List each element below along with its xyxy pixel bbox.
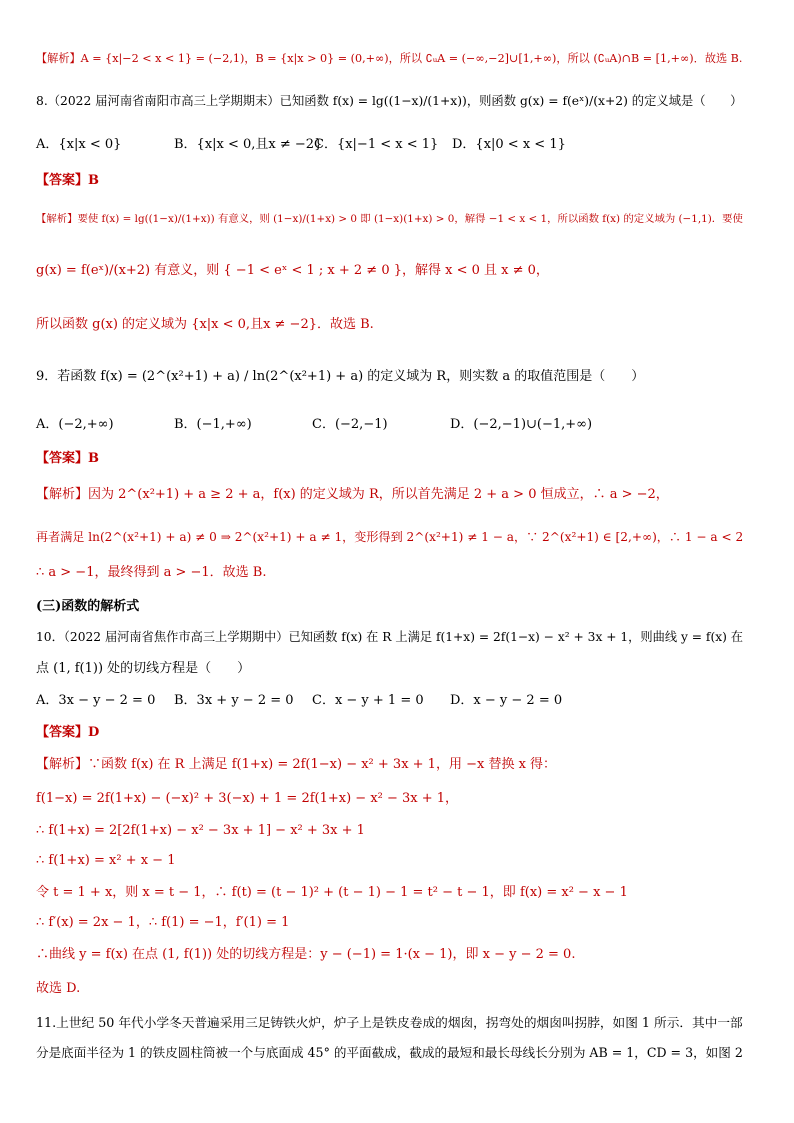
question-10-line1: 10．（2022 届河南省焦作市高三上学期期中）已知函数 f(x) 在 R 上满足 f(1+x) = 2f(1−x) − x² + 3x + 1，则曲线 y = f(x) 在 [36, 630, 744, 644]
explanation-8-line1: 【解析】要使 f(x) = lg((1−x)/(1+x)) 有意义，则 (1−x)/(1+x) > 0 即 (1−x)(1+x) > 0，解得 −1 < x < 1，所以函数 f(x) 的定义域为 (−1,1)．要使 [36, 213, 743, 225]
option-a: A．3x − y − 2 = 0 [36, 693, 156, 708]
question-9-options [36, 416, 592, 434]
option-a: A．{x|x < 0} [36, 137, 122, 152]
option-d: D．(−2,−1)∪(−1,+∞) [450, 417, 593, 432]
explanation-10-line5: 令 t = 1 + x，则 x = t − 1，∴ f(t) = (t − 1)² + (t − 1) − 1 = t² − t − 1，即 f(x) = x² − x − 1 [36, 885, 628, 900]
option-d: D．{x|0 < x < 1} [452, 137, 566, 152]
option-b: B．3x + y − 2 = 0 [174, 693, 294, 708]
question-10-options [36, 692, 562, 710]
question-8-options [36, 136, 566, 154]
question-11-line1: 11.上世纪 50 年代小学冬天普遍采用三足铸铁火炉，炉子上是铁皮卷成的烟囱，拐弯处的烟囱叫拐脖，如图 1 所示．其中一部 [36, 1015, 743, 1030]
explanation-9-line2: 再者满足 ln(2^(x²+1) + a) ≠ 0 ⇒ 2^(x²+1) + a ≠ 1，变形得到 2^(x²+1) ≠ 1 − a，∵ 2^(x²+1) ∈ [2,+∞)，∴ 1 − a < 2 [36, 530, 744, 544]
explanation-8-line3: 所以函数 g(x) 的定义域为 {x|x < 0,且x ≠ −2}．故选 B. [36, 317, 374, 332]
option-b: B．{x|x < 0,且x ≠ −2} [174, 137, 323, 152]
option-c: C．x − y + 1 = 0 [312, 693, 424, 708]
explanation-10-line2: f(1−x) = 2f(1+x) − (−x)² + 3(−x) + 1 = 2f(1+x) − x² − 3x + 1， [36, 791, 459, 806]
explanation-10-line4: ∴ f(1+x) = x² + x − 1 [36, 853, 176, 868]
question-8: 8.（2022 届河南省南阳市高三上学期期末）已知函数 f(x) = lg((1−x)/(1+x))，则函数 g(x) = f(eˣ)/(x+2) 的定义域是（ ） [36, 94, 743, 108]
explanation-8-line2: g(x) = f(eˣ)/(x+2) 有意义，则 { −1 < eˣ < 1 ; x + 2 ≠ 0 }，解得 x < 0 且 x ≠ 0， [36, 263, 549, 278]
answer-9: 【答案】B [36, 451, 99, 466]
question-11-line2: 分是底面半径为 1 的铁皮圆柱筒被一个与底面成 45° 的平面截成，截成的最短和最长母线长分别为 AB = 1，CD = 3，如图 2 [36, 1045, 743, 1060]
option-b: B．(−1,+∞) [174, 417, 252, 432]
explanation-10-line7: ∴曲线 y = f(x) 在点 (1, f(1)) 处的切线方程是：y − (−1) = 1·(x − 1)，即 x − y − 2 = 0. [36, 947, 576, 962]
explanation-10-line8: 故选 D. [36, 981, 81, 996]
explanation-10-line1: 【解析】∵函数 f(x) 在 R 上满足 f(1+x) = 2f(1−x) − x² + 3x + 1，用 −x 替换 x 得： [36, 757, 557, 772]
explanation-q7: 【解析】A = {x|−2 < x < 1} = (−2,1)，B = {x|x > 0} = (0,+∞)，所以 ∁ᵤA = (−∞,−2]∪[1,+∞)，所以 (∁ᵤA)∩B = [1,+∞)．故选 B. [36, 52, 743, 65]
explanation-9-line1: 【解析】因为 2^(x²+1) + a ≥ 2 + a，f(x) 的定义域为 R，所以首先满足 2 + a > 0 恒成立，∴ a > −2， [36, 487, 669, 502]
answer-10: 【答案】D [36, 725, 100, 740]
explanation-10-line6: ∴ f′(x) = 2x − 1，∴ f(1) = −1，f′(1) = 1 [36, 915, 290, 930]
explanation-10-line3: ∴ f(1+x) = 2[2f(1+x) − x² − 3x + 1] − x² + 3x + 1 [36, 823, 365, 838]
explanation-9-line3: ∴ a > −1，最终得到 a > −1．故选 B. [36, 565, 267, 580]
option-c: C．{x|−1 < x < 1} [314, 137, 439, 152]
question-10-line2: 点 (1, f(1)) 处的切线方程是（ ） [36, 661, 251, 676]
question-9: 9．若函数 f(x) = (2^(x²+1) + a) / ln(2^(x²+1) + a) 的定义域为 R，则实数 a 的取值范围是（ ） [36, 369, 645, 384]
option-c: C．(−2,−1) [312, 417, 388, 432]
section-heading: (三)函数的解析式 [36, 599, 140, 614]
option-a: A．(−2,+∞) [36, 417, 114, 432]
option-d: D．x − y − 2 = 0 [450, 693, 563, 708]
answer-8: 【答案】B [36, 173, 99, 188]
